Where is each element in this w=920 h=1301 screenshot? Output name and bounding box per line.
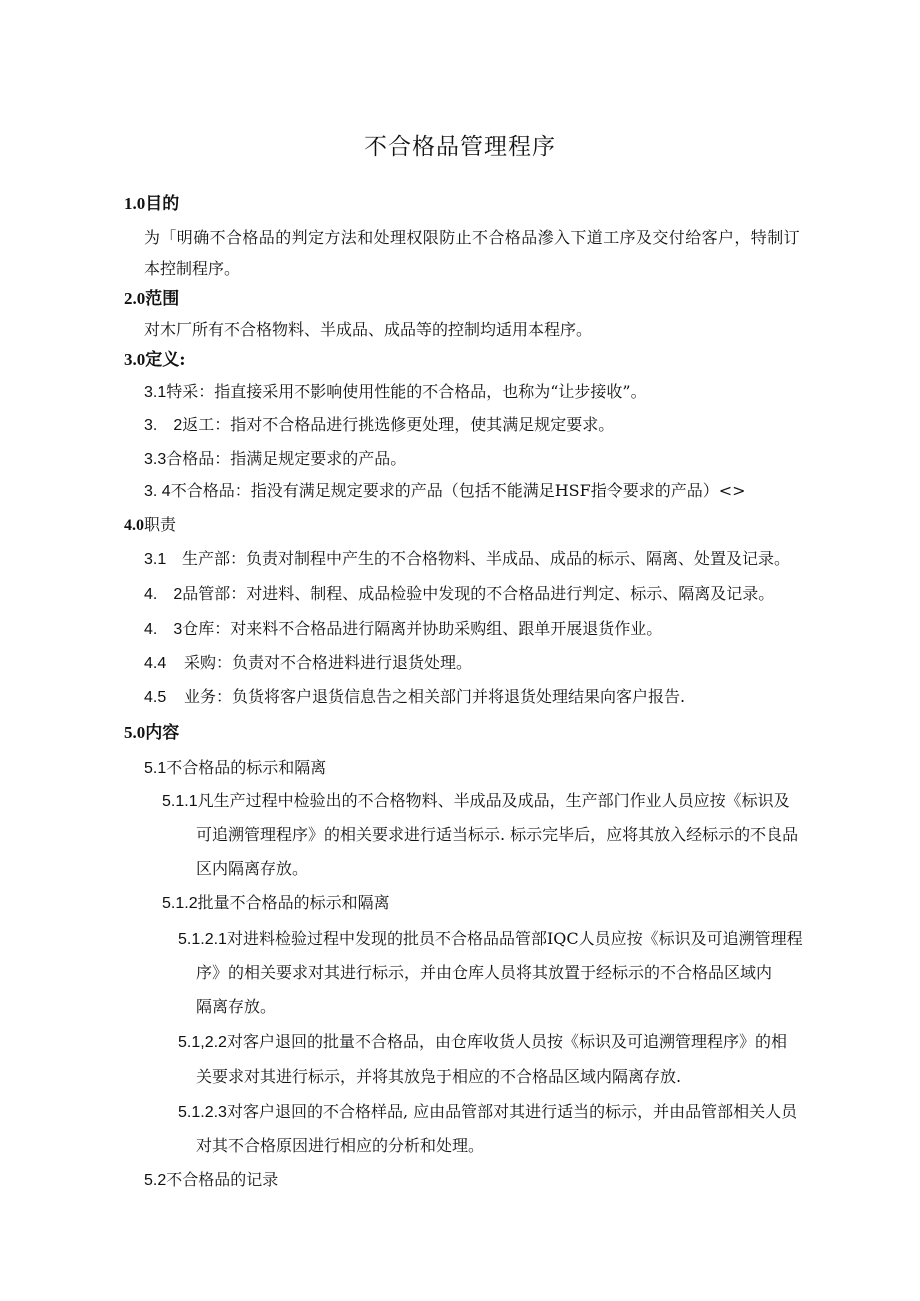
responsibility-item bbox=[144, 687, 685, 708]
paragraph-line bbox=[162, 791, 790, 812]
section-title: 内容 bbox=[145, 723, 180, 743]
responsibility-item bbox=[144, 584, 774, 605]
item-number: 4.4 bbox=[144, 655, 167, 672]
page-title: 不合格品管理程序 bbox=[364, 134, 556, 160]
item-number: 5.2 bbox=[144, 1172, 167, 1189]
section-heading-content bbox=[124, 723, 179, 743]
paragraph-line: 区内隔离存放。 bbox=[196, 859, 309, 878]
item-text: 业务：负货将客户退货信息告之相关部门并将退货处理结果向客户报告. bbox=[184, 687, 686, 706]
section-number: 1.0 bbox=[124, 194, 146, 213]
paragraph-line: 序》的相关要求对其进行标示，并由仓库人员将其放置于经标示的不合格品区域内 bbox=[196, 963, 773, 982]
paragraph-line: 对木厂所有不合格物料、半成品、成品等的控制均适用本程序。 bbox=[144, 320, 593, 339]
item-number: 3. 4 bbox=[144, 483, 171, 500]
definition-item bbox=[144, 415, 614, 436]
item-text: 采购：负责对不合格进料进行退货处理。 bbox=[184, 653, 473, 672]
definition-item bbox=[144, 449, 406, 470]
subsection-heading bbox=[162, 893, 390, 914]
item-number: 4. 2 bbox=[144, 586, 183, 603]
section-heading-scope bbox=[124, 289, 179, 309]
item-text: 对客户退回的批量不合格品，由仓库收货人员按《标识及可追溯管理程序》的相 bbox=[226, 1032, 787, 1051]
paragraph-line: 关要求对其进行标示，并将其放凫于相应的不合格品区域内隔离存放. bbox=[196, 1067, 682, 1086]
item-text: 仓库：对来料不合格品进行隔离并协助采购组、跟单开展退货作业。 bbox=[182, 619, 663, 638]
item-text: 返工：指对不合格品进行挑选修更处理，使其满足规定要求。 bbox=[182, 415, 615, 434]
item-number: 3. 2 bbox=[144, 417, 183, 434]
subsection-heading bbox=[144, 1170, 278, 1191]
subsection-heading bbox=[144, 758, 326, 779]
section-title: 目的 bbox=[145, 194, 180, 214]
item-number: 3.1 bbox=[144, 551, 167, 568]
responsibility-item bbox=[144, 549, 790, 570]
item-text: 凡生产过程中检验出的不合格物料、半成品及成品，生产部门作业人员应按《标识及 bbox=[197, 791, 790, 810]
paragraph-line bbox=[178, 1102, 797, 1123]
item-text: 品管部：对进料、制程、成品检验中发现的不合格品进行判定、标示、隔离及记录。 bbox=[182, 584, 775, 603]
paragraph-line bbox=[178, 929, 803, 950]
item-number: 5.1.2.1 bbox=[178, 931, 227, 948]
section-number: 2.0 bbox=[124, 289, 146, 308]
paragraph-line: 对其不合格原因进行相应的分析和处理。 bbox=[196, 1136, 485, 1155]
item-number: 5.1.1 bbox=[162, 793, 198, 810]
paragraph-line: 本控制程序。 bbox=[144, 259, 241, 278]
paragraph-line bbox=[178, 1032, 787, 1053]
section-title: 范围 bbox=[145, 289, 180, 309]
responsibility-item bbox=[144, 653, 472, 674]
paragraph-line: 可追溯管理程序》的相关要求进行适当标示. 标示完毕后，应将其放入经标示的不良品 bbox=[196, 825, 799, 844]
item-text: 对进料检验过程中发现的批员不合格品品管部IQC人员应按《标识及可追溯管理程 bbox=[226, 929, 803, 948]
section-number: 4.0 bbox=[124, 517, 144, 534]
item-text: 不合格品：指没有满足规定要求的产品（包括不能满足HSF指令要求的产品）<> bbox=[170, 481, 746, 500]
item-number: 3.1 bbox=[144, 384, 167, 401]
item-text: 对客户退回的不合格样品, 应由品管部对其进行适当的标示，并由品管部相关人员 bbox=[226, 1102, 798, 1121]
section-heading-purpose bbox=[124, 194, 179, 214]
section-title: 定义: bbox=[145, 350, 186, 370]
item-number: 3.3 bbox=[144, 451, 167, 468]
section-number: 3.0 bbox=[124, 350, 146, 369]
item-text: 不合格品的标示和隔离 bbox=[166, 758, 327, 777]
item-number: 4. 3 bbox=[144, 621, 183, 638]
item-number: 5.1.2 bbox=[162, 895, 198, 912]
item-text: 不合格品的记录 bbox=[166, 1170, 279, 1189]
item-text: 合格品：指满足规定要求的产品。 bbox=[166, 449, 407, 468]
section-title: 职责 bbox=[144, 515, 177, 534]
section-number: 5.0 bbox=[124, 723, 146, 742]
item-number: 5.1,2.2 bbox=[178, 1034, 227, 1051]
section-heading-definitions bbox=[124, 350, 186, 370]
paragraph-line: 为「明确不合格品的判定方法和处理权限防止不合格品滲入下道工序及交付给客户，特制订 bbox=[144, 228, 801, 247]
item-number: 5.1.2.3 bbox=[178, 1104, 227, 1121]
paragraph-line: 隔离存放。 bbox=[196, 997, 277, 1016]
item-number: 5.1 bbox=[144, 760, 167, 777]
item-number: 4.5 bbox=[144, 689, 167, 706]
item-text: 批量不合格品的标示和隔离 bbox=[197, 893, 390, 912]
definition-item bbox=[144, 481, 746, 502]
responsibility-item bbox=[144, 619, 662, 640]
item-text: 生产部：负责对制程中产生的不合格物料、半成品、成品的标示、隔离、处置及记录。 bbox=[182, 549, 791, 568]
item-text: 特采：指直接采用不影响使用性能的不合格品，也称为“让步接收”。 bbox=[166, 382, 647, 401]
section-heading-responsibilities bbox=[124, 515, 176, 536]
definition-item bbox=[144, 382, 647, 403]
